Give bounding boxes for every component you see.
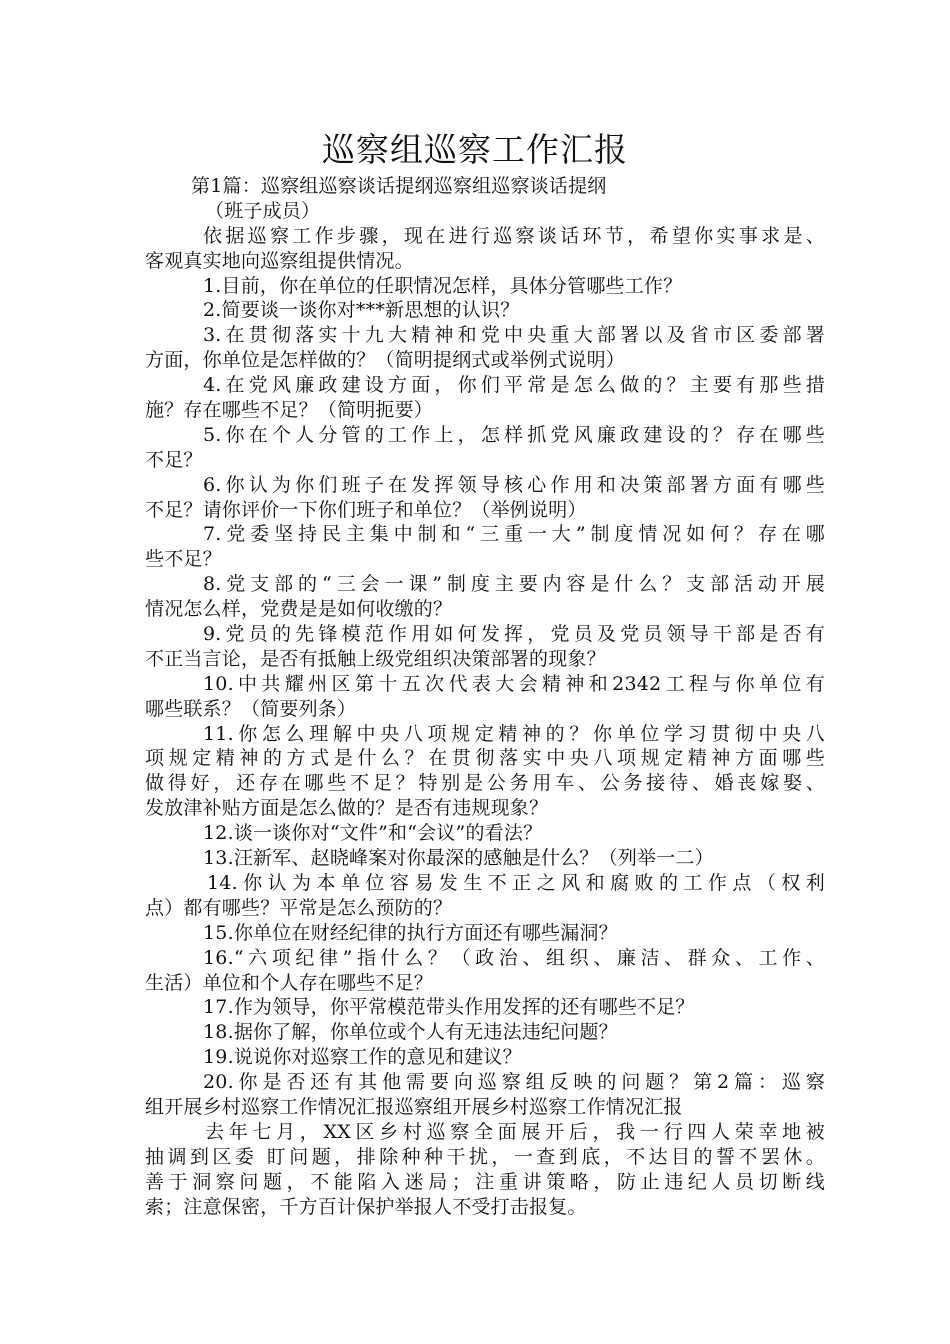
text-line: 第1篇：巡察组巡察谈话提纲巡察组巡察谈话提纲 [191, 175, 607, 197]
text-line: 3.在贯彻落实十九大精神和党中央重大部署以及省市区委部署 [203, 324, 825, 347]
text-line: 7.党委坚持民主集中制和“三重一大”制度情况如何？存在哪 [203, 523, 825, 546]
text-line: 不足？ [145, 448, 203, 471]
text-line: 14.你认为本单位容易发生不正之风和腐败的工作点（权利 [207, 871, 825, 894]
text-line: 发放津补贴方面是怎么做的？是否有违规现象？ [145, 797, 549, 820]
text-line: 不足？请你评价一下你们班子和单位？（举例说明） [145, 498, 587, 521]
text-line: 依据巡察工作步骤，现在进行巡察谈话环节，希望你实事求是、 [203, 224, 825, 247]
text-line: 15.你单位在财经纪律的执行方面还有哪些漏洞？ [203, 921, 618, 944]
text-line: 组开展乡村巡察工作情况汇报巡察组开展乡村巡察工作情况汇报 [145, 1095, 683, 1118]
text-line: 6.你认为你们班子在发挥领导核心作用和决策部署方面有哪些 [203, 473, 825, 496]
text-line: 情况怎么样，党费是是如何收缴的？ [145, 598, 453, 621]
text-line: 17.作为领导，你平常模范带头作用发挥的还有哪些不足？ [203, 996, 695, 1019]
text-line: 哪些联系？（简要列条） [145, 697, 357, 720]
text-line: 善于洞察问题，不能陷入迷局；注重讲策略，防止违纪人员切断线 [145, 1170, 825, 1193]
text-line: 20.你是否还有其他需要向巡察组反映的问题？第2篇：巡察 [203, 1071, 825, 1094]
text-line: 方面，你单位是怎样做的？（简明提纲式或举例式说明） [145, 349, 626, 372]
text-line: 2.简要谈一谈你对***新思想的认识？ [203, 299, 520, 322]
text-line: 8.党支部的“三会一课”制度主要内容是什么？支部活动开展 [203, 573, 825, 596]
text-line: 索；注意保密，千方百计保护举报人不受打击报复。 [145, 1195, 587, 1218]
text-line: 去年七月，XX区乡村巡察全面展开后，我一行四人荣幸地被 [205, 1120, 825, 1143]
text-line: （班子成员） [205, 199, 321, 222]
text-line: 9.党员的先锋模范作用如何发挥，党员及党员领导干部是否有 [203, 623, 825, 646]
text-line: 11.你怎么理解中央八项规定精神的？你单位学习贯彻中央八 [203, 722, 825, 745]
text-line: 5.你在个人分管的工作上，怎样抓党风廉政建设的？存在哪些 [203, 423, 825, 446]
text-line: 13.汪新军、赵晓峰案对你最深的感触是什么？（列举一二） [203, 847, 714, 870]
text-line: 项规定精神的方式是什么？在贯彻落实中央八项规定精神方面哪些 [145, 747, 825, 770]
document-title: 巡察组巡察工作汇报 [322, 130, 628, 169]
text-line: 1.目前，你在单位的任职情况怎样，具体分管哪些工作？ [203, 274, 683, 297]
text-line: 客观真实地向巡察组提供情况。 [145, 249, 414, 272]
text-line: 16.“六项纪律”指什么？（政治、组织、廉洁、群众、工作、 [203, 946, 825, 969]
text-line: 4.在党风廉政建设方面，你们平常是怎么做的？主要有那些措 [203, 374, 825, 397]
text-line: 点）都有哪些？平常是怎么预防的？ [145, 896, 453, 919]
document-body [145, 174, 825, 1219]
text-line: 10.中共耀州区第十五次代表大会精神和2342工程与你单位有 [203, 672, 825, 695]
text-line: 做得好，还存在哪些不足？特别是公务用车、公务接待、婚丧嫁娶、 [145, 772, 825, 795]
text-line: 抽调到区委 盯问题，排除种种干扰，一查到底，不达目的誓不罢休。 [145, 1145, 825, 1168]
text-line: 些不足？ [145, 548, 222, 571]
text-line: 19.说说你对巡察工作的意见和建议？ [203, 1046, 522, 1069]
text-line: 12.谈一谈你对“文件”和“会议”的看法？ [203, 822, 543, 845]
text-line: 生活）单位和个人存在哪些不足？ [145, 971, 434, 994]
text-line: 18.据你了解，你单位或个人有无违法违纪问题？ [203, 1021, 618, 1044]
text-line: 施？存在哪些不足？（简明扼要） [145, 399, 434, 422]
text-line: 不正当言论，是否有抵触上级党组织决策部署的现象？ [145, 647, 606, 670]
